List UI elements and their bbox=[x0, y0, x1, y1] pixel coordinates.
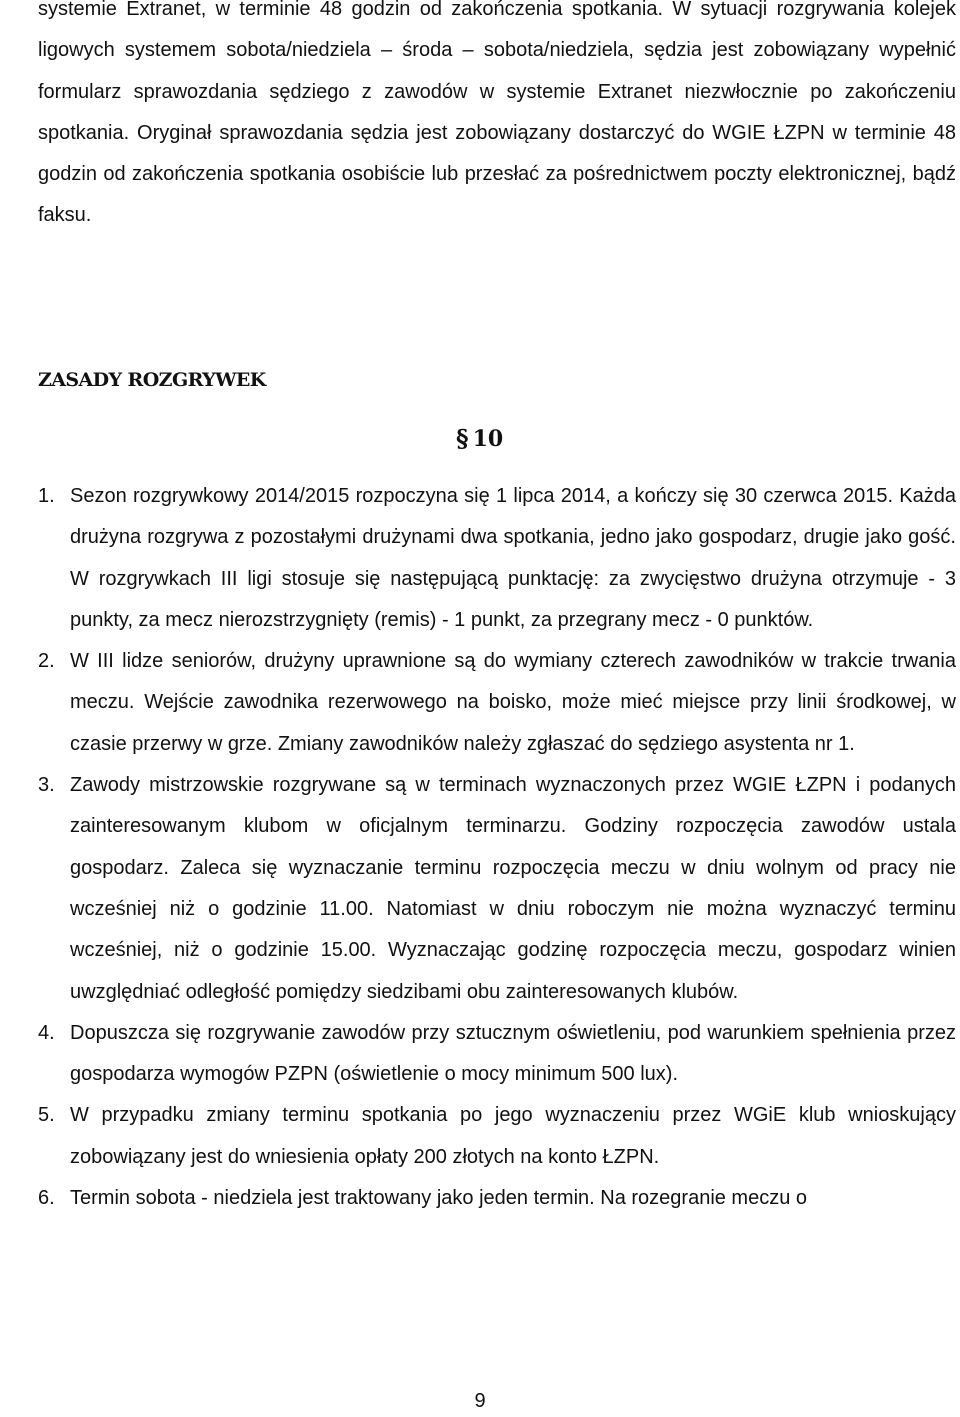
list-item bbox=[38, 765, 956, 1013]
document-page bbox=[38, 0, 956, 453]
list-item-text: Dopuszcza się rozgrywanie zawodów przy sztucznym oświetleniu, pod warunkiem spełnienia przez gospodarza wymogów PZPN (oświetlenie o mocy minimum 500 lux). bbox=[70, 1021, 956, 1086]
rules-list bbox=[38, 476, 956, 1219]
list-item-number: 2. bbox=[38, 650, 55, 673]
section-heading: ZASADY ROZGRYWEK bbox=[38, 369, 266, 391]
section-number: 10 bbox=[472, 425, 504, 452]
page-number: 9 bbox=[474, 1390, 486, 1412]
intro-paragraph: systemie Extranet, w terminie 48 godzin od zakończenia spotkania. W sytuacji rozgrywania kolejek ligowych systemem sobota/niedziela – środa – sobota/niedziela, sędzia jest zobowiązany wypełnić formularz sprawozdania sędziego z zawodów w systemie Extranet niezwłocznie po zakończeniu spotkania. Oryginał sprawozdania sędzia jest zobowiązany dostarczyć do WGIE ŁZPN w terminie 48 godzin od zakończenia spotkania osobiście lub przesłać za pośrednictwem poczty elektronicznej, bądź faksu. bbox=[38, 0, 956, 227]
list-item bbox=[38, 1178, 956, 1219]
list-item-number: 5. bbox=[38, 1104, 55, 1127]
list-item-number: 6. bbox=[38, 1187, 55, 1210]
section-marker bbox=[456, 424, 503, 453]
list-item-number: 4. bbox=[38, 1021, 55, 1044]
list-item-text: Zawody mistrzowskie rozgrywane są w terminach wyznaczonych przez WGIE ŁZPN i podanych zainteresowanym klubom w oficjalnym terminarzu. Godziny rozpoczęcia zawodów ustala gospodarz. Zaleca się wyznaczanie terminu rozpoczęcia meczu w dniu wolnym od pracy nie wcześniej niż o godzinie 11.00. Natomiast w dniu roboczym nie można wyznaczyć terminu wcześniej, niż o godzinie 15.00. Wyznaczając godzinę rozpoczęcia meczu, gospodarz winien uwzględniać odległość pomiędzy siedzibami obu zainteresowanych klubów. bbox=[70, 774, 956, 1003]
list-item bbox=[38, 476, 956, 641]
list-item-text: W III lidze seniorów, drużyny uprawnione są do wymiany czterech zawodników w trakcie trwania meczu. Wejście zawodnika rezerwowego na boisko, może mieć miejsce przy linii środkowej, w czasie przerwy w grze. Zmiany zawodników należy zgłaszać do sędziego asystenta nr 1. bbox=[70, 650, 956, 755]
list-item-text: Sezon rozgrywkowy 2014/2015 rozpoczyna się 1 lipca 2014, a kończy się 30 czerwca 2015. Każda drużyna rozgrywa z pozostałymi drużynami dwa spotkania, jedno jako gospodarz, drugie jako gość. W rozgrywkach III ligi stosuje się następującą punktację: za zwycięstwo drużyna otrzymuje - 3 punkty, za mecz nierozstrzygnięty (remis) - 1 punkt, za przegrany mecz - 0 punktów. bbox=[70, 485, 956, 631]
list-item-number: 3. bbox=[38, 774, 55, 797]
list-item bbox=[38, 1013, 956, 1096]
list-item-number: 1. bbox=[38, 485, 55, 507]
section-sign: § bbox=[456, 424, 469, 453]
list-item bbox=[38, 1095, 956, 1178]
list-item-text: W przypadku zmiany terminu spotkania po jego wyznaczeniu przez WGiE klub wnioskujący zobowiązany jest do wniesienia opłaty 200 złotych na konto ŁZPN. bbox=[70, 1104, 956, 1168]
list-item bbox=[38, 641, 956, 765]
list-item-text: Termin sobota - niedziela jest traktowany jako jeden termin. Na rozegranie meczu o bbox=[70, 1187, 808, 1210]
